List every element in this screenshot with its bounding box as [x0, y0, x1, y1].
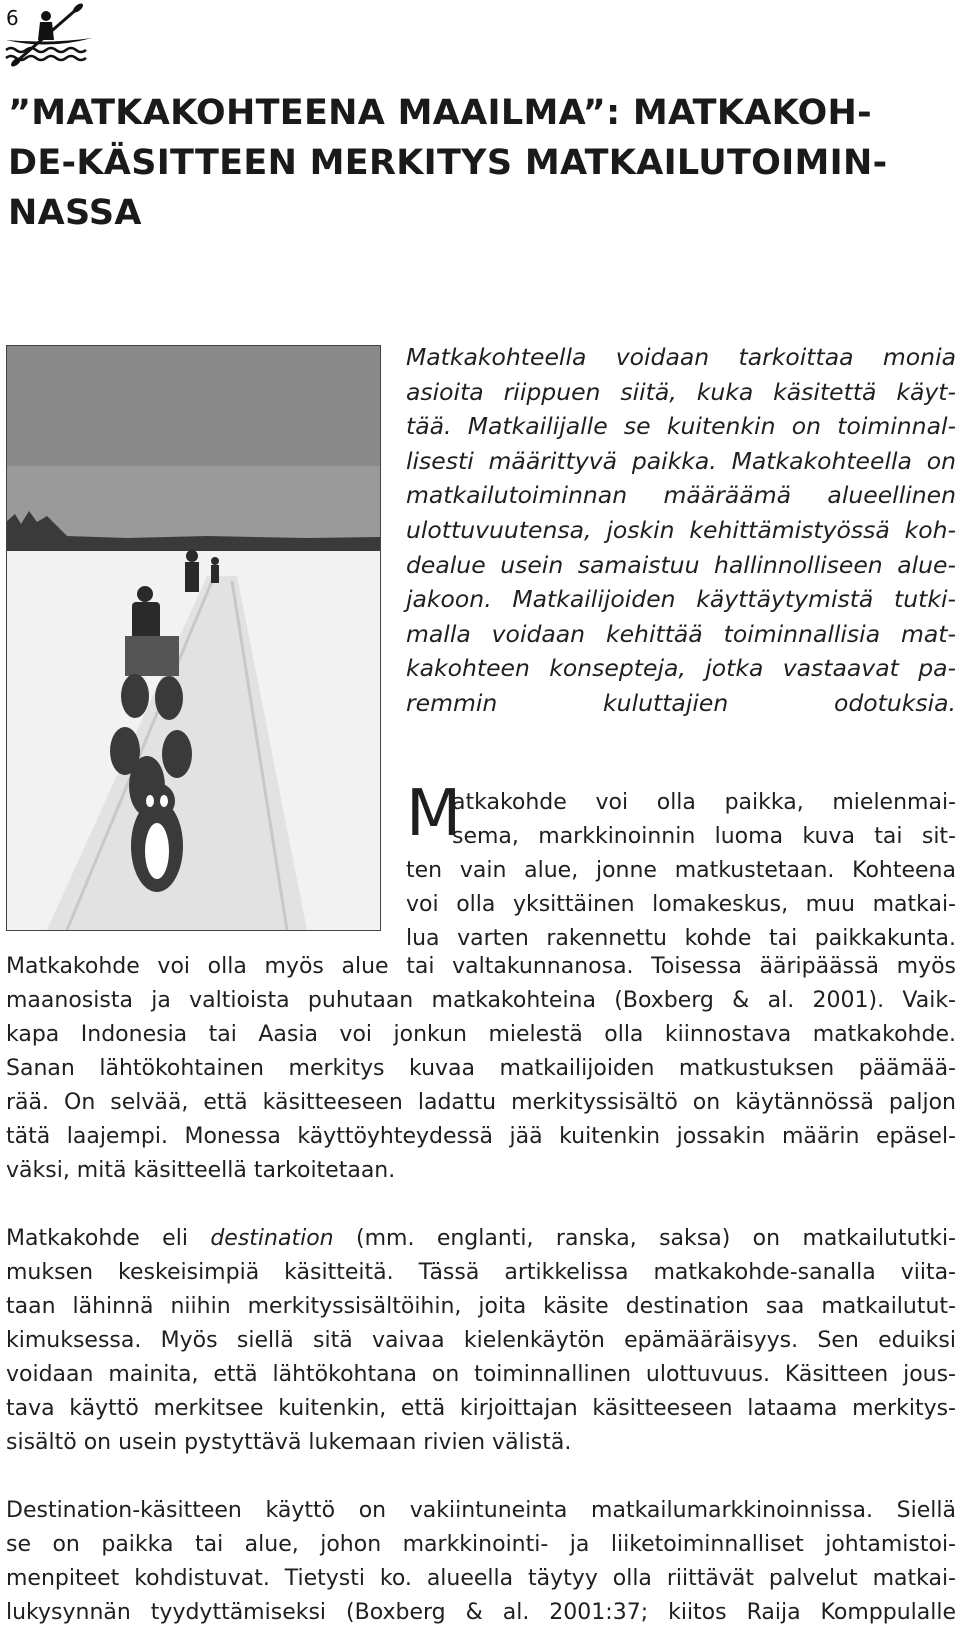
- intro-line: malla voidaan kehittää toiminnallisia mat-: [406, 619, 956, 648]
- body-line: voidaan mainita, että lähtökohtana on toiminnallinen ulottuvuus. Käsitteen jous-: [6, 1362, 956, 1387]
- kayak-icon: [2, 2, 94, 68]
- body-line: sisältö on usein pystyttävä lukemaan rivien välistä.: [6, 1430, 572, 1455]
- body-line: tätä laajempi. Monessa käyttöyhteydessä jää kuitenkin jossakin määrin epäsel-: [6, 1124, 956, 1149]
- page-number: 6: [6, 6, 19, 30]
- intro-paragraph: [406, 340, 956, 721]
- body-line: lukysynnän tyydyttämiseksi (Boxberg & al. 2001:37; kiitos Raija Komppulalle: [6, 1600, 956, 1625]
- article-title: [8, 88, 952, 238]
- intro-line: asioita riippuen siitä, kuka käsitettä käyt-: [406, 377, 956, 406]
- title-line: ”MATKAKOHTEENA MAAILMA”: MATKAKOH-: [8, 93, 872, 133]
- intro-line: jakoon. Matkailijoiden käyttäytymistä tutki-: [406, 585, 956, 614]
- dropcap-line: ten vain alue, jonne matkustetaan. Kohteena: [406, 858, 956, 883]
- body-line: Destination-käsitteen käyttö on vakiintuneinta matkailumarkkinoinnissa. Siellä: [6, 1498, 956, 1523]
- intro-line: matkailutoiminnan määräämä alueellinen: [406, 481, 956, 510]
- intro-line: kakohteen konsepteja, jotka vastaavat pa-: [406, 654, 956, 683]
- dropcap-line: atkakohde voi olla paikka, mielenmai-: [452, 790, 956, 815]
- body-paragraph-2: [6, 1222, 956, 1460]
- body-line: rää. On selvää, että käsitteeseen ladattu merkityssisältö on käytännössä paljon: [6, 1090, 956, 1115]
- body-line: tava käyttö merkitsee kuitenkin, että kirjoittajan käsitteeseen lataama merkitys-: [6, 1396, 956, 1421]
- emphasis-term: destination: [210, 1226, 334, 1251]
- dropcap-line: lua varten rakennettu kohde tai paikkakunta.: [406, 926, 956, 951]
- body-line: maanosista ja valtioista puhutaan matkakohteina (Boxberg & al. 2001). Vaik-: [6, 988, 956, 1013]
- dropcap-paragraph: [406, 777, 956, 956]
- title-line: DE-KÄSITTEEN MERKITYS MATKAILUTOIMIN-: [8, 143, 888, 183]
- body-line: muksen keskeisimpiä käsitteitä. Tässä artikkelissa matkakohde-sanalla viita-: [6, 1260, 956, 1285]
- body-text-run: Matkakohde eli: [6, 1226, 211, 1251]
- body-line: menpiteet kohdistuvat. Tietysti ko. alueella täytyy olla riittävät palvelut matkai-: [6, 1566, 956, 1591]
- intro-line: remmin kuluttajien odotuksia.: [406, 688, 956, 717]
- body-line: kimuksessa. Myös siellä sitä vaivaa kielenkäytön epämääräisyys. Sen eduiksi: [6, 1328, 956, 1353]
- title-line: NASSA: [8, 193, 142, 233]
- intro-line: tää. Matkailijalle se kuitenkin on toiminnal-: [406, 412, 956, 441]
- intro-line: Matkakohteella voidaan tarkoittaa monia: [406, 343, 956, 371]
- body-line: taan lähinnä niihin merkityssisältöihin, joita käsite destination saa matkailutut-: [6, 1294, 956, 1319]
- body-line: kapa Indonesia tai Aasia voi jonkun mielestä olla kiinnostava matkakohde.: [6, 1022, 956, 1047]
- dropcap-letter: M: [406, 777, 462, 851]
- body-text-run: (mm. englanti, ranska, saksa) on matkailututki-: [333, 1226, 956, 1251]
- dropcap-line: sema, markkinoinnin luoma kuva tai sit-: [452, 824, 956, 849]
- body-line: se on paikka tai alue, johon markkinointi- ja liiketoiminnalliset johtamistoi-: [6, 1532, 956, 1557]
- dropcap-line: voi olla yksittäinen lomakeskus, muu matkai-: [406, 892, 956, 917]
- body-line: Matkakohde voi olla myös alue tai valtakunnanosa. Toisessa ääripäässä myös: [6, 954, 956, 979]
- body-line-first: [6, 1222, 956, 1256]
- intro-line: dealue usein samaistuu hallinnolliseen alue-: [406, 550, 956, 579]
- body-line: Sanan lähtökohtainen merkitys kuvaa matkailijoiden matkustuksen päämää-: [6, 1056, 956, 1081]
- intro-line: lisesti määrittyvä paikka. Matkakohteella on: [406, 446, 956, 475]
- body-paragraph-1: [6, 950, 956, 1188]
- dog-sled-photo: [6, 345, 381, 931]
- body-paragraph-3: [6, 1494, 956, 1630]
- intro-line: ulottuvuutensa, joskin kehittämistyössä koh-: [406, 515, 956, 544]
- body-line: väksi, mitä käsitteellä tarkoitetaan.: [6, 1158, 396, 1183]
